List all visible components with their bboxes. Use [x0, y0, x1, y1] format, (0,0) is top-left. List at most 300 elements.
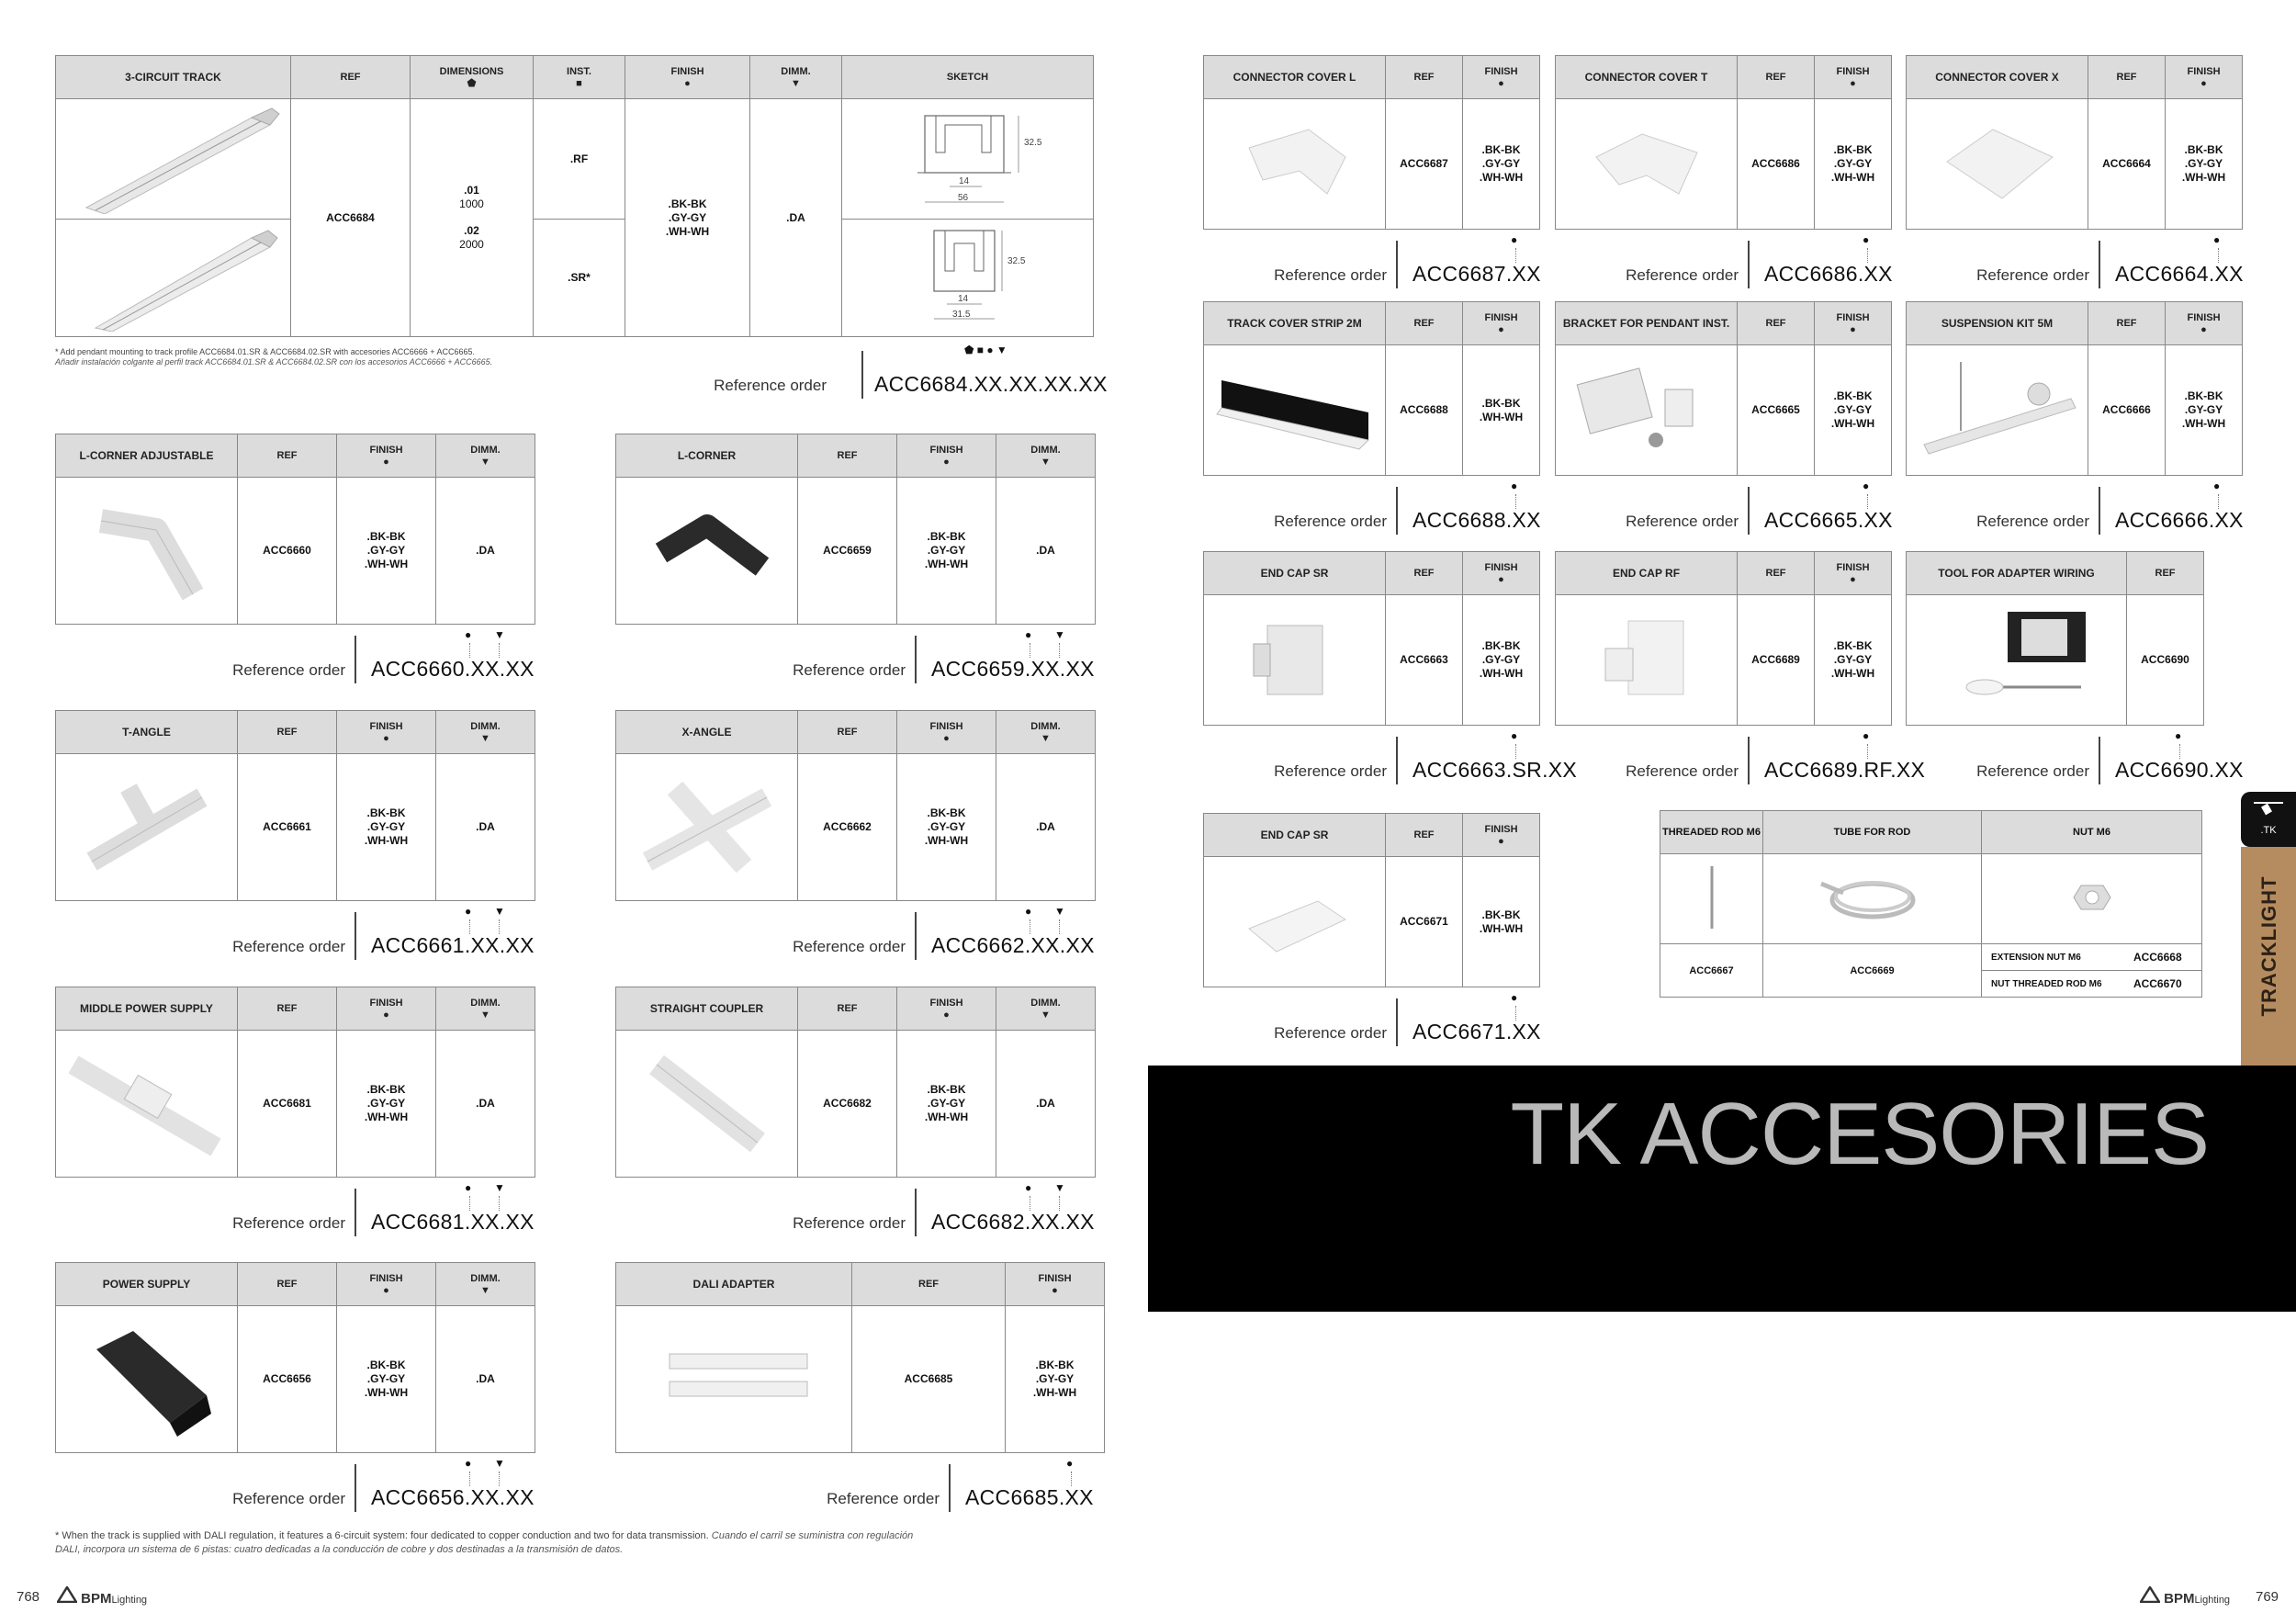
dot-icon: ●: [383, 457, 389, 468]
triangle-icon: ▼: [1054, 628, 1065, 641]
bracket-for-pendant-inst--finish: .BK-BK .GY-GY .WH-WH: [1815, 345, 1892, 476]
reference-order-label: Reference order: [232, 1490, 345, 1507]
banner-title: TK ACCESORIES: [1510, 1085, 2209, 1183]
middle-power-supply-dimm: .DA: [436, 1031, 535, 1178]
pentagon-icon: ⬟: [467, 78, 477, 89]
reference-order-code: ACC6685.XX: [965, 1485, 1094, 1509]
l-corner-adjustable-image: [56, 478, 238, 625]
divider: [355, 636, 356, 683]
reference-order-code: ACC6665.XX: [1764, 508, 1893, 532]
col-ref: REF: [798, 434, 897, 478]
reference-order-code: ACC6682.XX.XX: [931, 1210, 1095, 1234]
power-supply-table: [55, 1262, 535, 1453]
col-ref: REF: [1386, 552, 1463, 595]
tool-for-adapter-wiring-image: [1907, 595, 2127, 726]
l-corner-ref: ACC6659: [798, 478, 897, 625]
col-finish: FINISH ●: [337, 434, 436, 478]
col-dimm: DIMM. ▼: [436, 711, 535, 754]
suspension-kit-5m-reference-order: [1906, 479, 2244, 535]
side-tab-tracklight[interactable]: [2241, 847, 2296, 1066]
track-sr-image: [56, 220, 291, 337]
connector-cover-x-table: [1906, 55, 2243, 230]
t-angle-reference-order: [55, 905, 535, 960]
order-marks: ⬟ ■ ● ▼: [964, 344, 1007, 356]
triangle-icon: ▼: [480, 733, 490, 744]
page-number-right: 769: [2256, 1589, 2279, 1605]
reference-order-label: Reference order: [793, 938, 906, 955]
tool-for-adapter-wiring-title: TOOL FOR ADAPTER WIRING: [1907, 552, 2127, 595]
col-ref: REF: [1386, 56, 1463, 99]
section-banner: [1148, 1066, 2296, 1312]
track-cover-strip-2m-image: [1204, 345, 1386, 476]
dotted-leader: [1867, 494, 1868, 509]
col-sketch: SKETCH: [842, 56, 1094, 99]
l-corner-adjustable-table: [55, 434, 535, 625]
track-cover-strip-2m-finish: .BK-BK .WH-WH: [1463, 345, 1540, 476]
reference-order-code: ACC6687.XX: [1412, 262, 1541, 286]
connector-cover-t-reference-order: [1555, 233, 1893, 288]
tool-for-adapter-wiring-ref: ACC6690: [2127, 595, 2204, 726]
track-sketch-rf: [842, 99, 1094, 220]
reference-order-label: Reference order: [1274, 266, 1387, 284]
col-finish: FINISH ●: [1463, 814, 1540, 857]
end-cap-rf-ref: ACC6689: [1738, 595, 1815, 726]
divider: [949, 1464, 951, 1512]
l-corner-reference-order: [615, 628, 1095, 683]
suspension-kit-5m-ref: ACC6666: [2088, 345, 2166, 476]
end-cap-sr-title: END CAP SR: [1204, 814, 1386, 857]
col-finish: FINISH ●: [897, 711, 996, 754]
reference-order-label: Reference order: [1976, 513, 2089, 530]
middle-power-supply-reference-order: [55, 1181, 535, 1236]
triangle-icon: ▼: [494, 905, 505, 918]
nut-subtable: [1982, 944, 2202, 998]
col-ref: REF: [1738, 552, 1815, 595]
col-finish: FINISH ●: [1815, 56, 1892, 99]
t-angle-image: [56, 754, 238, 901]
col-finish: FINISH ●: [337, 711, 436, 754]
dotted-leader: [2218, 494, 2219, 509]
dot-icon: ●: [1850, 324, 1856, 335]
reference-order-code: ACC6671.XX: [1412, 1020, 1541, 1043]
divider: [1748, 487, 1750, 535]
dotted-leader: [499, 1196, 500, 1211]
connector-cover-t-table: [1555, 55, 1892, 230]
connector-cover-x-reference-order: [1906, 233, 2244, 288]
col-dimm: DIMM. ▼: [996, 434, 1096, 478]
col-finish: FINISH ●: [1463, 56, 1540, 99]
reference-order-label: Reference order: [232, 1214, 345, 1232]
dot-icon: ●: [1511, 479, 1518, 492]
l-corner-adjustable-ref: ACC6660: [238, 478, 337, 625]
dot-icon: ●: [1498, 836, 1504, 847]
side-tab-header: [2241, 792, 2296, 847]
col-dimm: DIMM. ▼: [436, 434, 535, 478]
reference-order-label: Reference order: [1626, 266, 1739, 284]
suspension-kit-5m-title: SUSPENSION KIT 5M: [1907, 302, 2088, 345]
reference-order-code: ACC6689.RF.XX: [1764, 758, 1926, 782]
straight-coupler-reference-order: [615, 1181, 1095, 1236]
connector-cover-t-finish: .BK-BK .GY-GY .WH-WH: [1815, 99, 1892, 230]
reference-order-code: ACC6666.XX: [2115, 508, 2244, 532]
connector-cover-l-finish: .BK-BK .GY-GY .WH-WH: [1463, 99, 1540, 230]
divider: [915, 636, 917, 683]
reference-order-code: ACC6660.XX.XX: [371, 657, 535, 681]
divider: [1748, 737, 1750, 784]
reference-order-label: Reference order: [1626, 762, 1739, 780]
dot-icon: ●: [465, 1181, 472, 1194]
dot-icon: ●: [943, 733, 950, 744]
triangle-icon: ▼: [791, 78, 801, 89]
bracket-for-pendant-inst--image: [1556, 345, 1738, 476]
divider: [355, 1189, 356, 1236]
track-rf-image: [56, 99, 291, 220]
end-cap-rf-reference-order: [1555, 729, 1926, 784]
col-finish: FINISH ●: [1463, 302, 1540, 345]
x-angle-table: [615, 710, 1096, 901]
nut-header: NUT M6: [1982, 811, 2202, 854]
power-supply-finish: .BK-BK .GY-GY .WH-WH: [337, 1306, 436, 1453]
dali-adapter-ref: ACC6685: [852, 1306, 1006, 1453]
dot-icon: ●: [1850, 78, 1856, 89]
col-ref: REF: [238, 1263, 337, 1306]
dali-adapter-finish: .BK-BK .GY-GY .WH-WH: [1006, 1306, 1105, 1453]
dali-adapter-title: DALI ADAPTER: [616, 1263, 852, 1306]
end-cap-sr-finish: .BK-BK .WH-WH: [1463, 857, 1540, 987]
extension-nut-label: EXTENSION NUT M6: [1991, 952, 2081, 963]
x-angle-ref: ACC6662: [798, 754, 897, 901]
dotted-leader: [1059, 919, 1060, 934]
col-finish: FINISH ●: [1815, 552, 1892, 595]
l-corner-table: [615, 434, 1096, 625]
col-finish: FINISH ●: [2166, 302, 2243, 345]
col-ref: REF: [238, 711, 337, 754]
divider: [2099, 487, 2100, 535]
svg-text:31.5: 31.5: [951, 310, 970, 320]
dot-icon: ●: [383, 1009, 389, 1021]
t-angle-finish: .BK-BK .GY-GY .WH-WH: [337, 754, 436, 901]
col-ref: REF: [798, 987, 897, 1031]
side-tab-label: TRACKLIGHT: [2257, 875, 2280, 1017]
connector-cover-x-ref: ACC6664: [2088, 99, 2166, 230]
t-angle-dimm: .DA: [436, 754, 535, 901]
middle-power-supply-image: [56, 1031, 238, 1178]
power-supply-reference-order: [55, 1457, 535, 1512]
page-number-left: 768: [17, 1589, 40, 1605]
col-finish: FINISH ●: [337, 987, 436, 1031]
bracket-for-pendant-inst--ref: ACC6665: [1738, 345, 1815, 476]
col-ref: REF: [798, 711, 897, 754]
track-note: * Add pendant mounting to track profile ACC6684.01.SR & ACC6684.02.SR with accesories ACC6666 + ACC6665. Añadir instalación colgante al perfil track ACC6684.01.SR & ACC6684.02.SR con los accesorios ACC6666 + ACC6665.: [55, 347, 493, 367]
tube-ref: ACC6669: [1763, 944, 1982, 998]
col-finish: FINISH ●: [2166, 56, 2243, 99]
brand-logo-left: BPMLighting: [57, 1586, 147, 1607]
bracket-for-pendant-inst--reference-order: [1555, 479, 1893, 535]
rod-table: [1660, 810, 2202, 998]
dot-icon: ●: [1511, 233, 1518, 246]
dotted-leader: [1867, 248, 1868, 263]
dot-icon: ●: [1498, 574, 1504, 585]
power-supply-ref: ACC6656: [238, 1306, 337, 1453]
col-dimm: DIMM. ▼: [996, 987, 1096, 1031]
straight-coupler-title: STRAIGHT COUPLER: [616, 987, 798, 1031]
bracket-for-pendant-inst--title: BRACKET FOR PENDANT INST.: [1556, 302, 1738, 345]
tube-image: [1763, 854, 1982, 944]
triangle-icon: ▼: [480, 1285, 490, 1296]
end-cap-sr-ref: ACC6671: [1386, 857, 1463, 987]
col-ref: REF: [2127, 552, 2204, 595]
reference-order-label: Reference order: [1274, 1024, 1387, 1042]
x-angle-reference-order: [615, 905, 1095, 960]
divider: [1396, 241, 1398, 288]
col-ref: REF: [1738, 56, 1815, 99]
dotted-leader: [1515, 494, 1516, 509]
dotted-leader: [1059, 1196, 1060, 1211]
dali-adapter-table: [615, 1262, 1105, 1453]
track-cover-strip-2m-reference-order: [1203, 479, 1541, 535]
triangle-icon: ▼: [480, 457, 490, 468]
divider: [2099, 737, 2100, 784]
x-angle-finish: .BK-BK .GY-GY .WH-WH: [897, 754, 996, 901]
divider: [1396, 998, 1398, 1046]
l-corner-adjustable-dimm: .DA: [436, 478, 535, 625]
middle-power-supply-finish: .BK-BK .GY-GY .WH-WH: [337, 1031, 436, 1178]
reference-order-label: Reference order: [1976, 762, 2089, 780]
col-ref: REF: [291, 56, 411, 99]
dotted-leader: [469, 1472, 470, 1486]
col-dimensions: DIMENSIONS ⬟: [411, 56, 534, 99]
col-finish: FINISH ●: [1815, 302, 1892, 345]
dotted-leader: [1515, 1006, 1516, 1021]
nut-image: [1982, 854, 2202, 944]
track-table: [55, 55, 1094, 337]
power-supply-image: [56, 1306, 238, 1453]
tool-for-adapter-wiring-reference-order: [1906, 729, 2244, 784]
triangle-icon: ▼: [494, 1181, 505, 1194]
end-cap-rf-title: END CAP RF: [1556, 552, 1738, 595]
triangle-logo-icon: [57, 1586, 77, 1603]
middle-power-supply-ref: ACC6681: [238, 1031, 337, 1178]
dotted-leader: [1515, 248, 1516, 263]
threaded-rod-ref: ACC6667: [1660, 944, 1763, 998]
dali-adapter-image: [616, 1306, 852, 1453]
col-ref: REF: [238, 434, 337, 478]
end-cap-sr-reference-order: [1203, 991, 1541, 1046]
reference-order-code: ACC6664.XX: [2115, 262, 2244, 286]
end-cap-sr-table: [1203, 813, 1540, 987]
power-supply-dimm: .DA: [436, 1306, 535, 1453]
reference-order-label: Reference order: [1976, 266, 2089, 284]
dot-icon: ●: [2175, 729, 2182, 742]
t-angle-table: [55, 710, 535, 901]
l-corner-dimm: .DA: [996, 478, 1096, 625]
dotted-leader: [499, 1472, 500, 1486]
dotted-leader: [2218, 248, 2219, 263]
divider: [2099, 241, 2100, 288]
tube-header: TUBE FOR ROD: [1763, 811, 1982, 854]
reference-order-code: ACC6662.XX.XX: [931, 933, 1095, 957]
nut-threaded-rod-ref: ACC6670: [2133, 977, 2182, 990]
x-angle-dimm: .DA: [996, 754, 1096, 901]
col-dimm: DIMM. ▼: [436, 987, 535, 1031]
threaded-rod-header: THREADED ROD M6: [1660, 811, 1763, 854]
dot-icon: ●: [1511, 729, 1518, 742]
dotted-leader: [499, 919, 500, 934]
track-inst-rf: .RF: [534, 99, 625, 220]
suspension-kit-5m-finish: .BK-BK .GY-GY .WH-WH: [2166, 345, 2243, 476]
reference-order-label: Reference order: [232, 661, 345, 679]
dot-icon: ●: [1850, 574, 1856, 585]
triangle-icon: ▼: [1054, 1181, 1065, 1194]
connector-cover-t-ref: ACC6686: [1738, 99, 1815, 230]
t-angle-ref: ACC6661: [238, 754, 337, 901]
track-cover-strip-2m-title: TRACK COVER STRIP 2M: [1204, 302, 1386, 345]
divider: [915, 912, 917, 960]
track-cover-strip-2m-ref: ACC6688: [1386, 345, 1463, 476]
col-ref: REF: [1386, 302, 1463, 345]
connector-cover-t-title: CONNECTOR COVER T: [1556, 56, 1738, 99]
reference-order-code: ACC6656.XX.XX: [371, 1485, 535, 1509]
col-dimm: DIMM. ▼: [436, 1263, 535, 1306]
divider: [1396, 737, 1398, 784]
middle-power-supply-title: MIDDLE POWER SUPPLY: [56, 987, 238, 1031]
straight-coupler-dimm: .DA: [996, 1031, 1096, 1178]
divider: [355, 912, 356, 960]
dot-icon: ●: [465, 628, 472, 641]
col-finish: FINISH ●: [897, 434, 996, 478]
connector-cover-l-reference-order: [1203, 233, 1541, 288]
end-cap-sr-image: [1204, 595, 1386, 726]
power-supply-title: POWER SUPPLY: [56, 1263, 238, 1306]
divider: [1396, 487, 1398, 535]
connector-cover-l-image: [1204, 99, 1386, 230]
suspension-kit-5m-image: [1907, 345, 2088, 476]
col-ref: REF: [2088, 56, 2166, 99]
dot-icon: ●: [2213, 233, 2221, 246]
reference-order-label: Reference order: [1274, 513, 1387, 530]
nut-threaded-rod-label: NUT THREADED ROD M6: [1991, 978, 2102, 989]
straight-coupler-finish: .BK-BK .GY-GY .WH-WH: [897, 1031, 996, 1178]
l-corner-image: [616, 478, 798, 625]
end-cap-rf-image: [1556, 595, 1738, 726]
triangle-icon: ▼: [1041, 1009, 1051, 1021]
triangle-icon: ▼: [480, 1009, 490, 1021]
track-ref: ACC6684: [291, 99, 411, 337]
dot-icon: ●: [943, 457, 950, 468]
dotted-leader: [469, 919, 470, 934]
dot-icon: ●: [1863, 233, 1870, 246]
dotted-leader: [1867, 744, 1868, 759]
dot-icon: ●: [1863, 729, 1870, 742]
col-ref: REF: [2088, 302, 2166, 345]
end-cap-sr-image: [1204, 857, 1386, 987]
dotted-leader: [1059, 643, 1060, 658]
straight-coupler-table: [615, 987, 1096, 1178]
straight-coupler-ref: ACC6682: [798, 1031, 897, 1178]
connector-cover-x-finish: .BK-BK .GY-GY .WH-WH: [2166, 99, 2243, 230]
reference-order-label: Reference order: [1626, 513, 1739, 530]
reference-order-label: Reference order: [827, 1490, 940, 1507]
svg-text:14: 14: [958, 176, 969, 186]
end-cap-sr-ref: ACC6663: [1386, 595, 1463, 726]
dot-icon: ●: [1498, 78, 1504, 89]
end-cap-sr-table: [1203, 551, 1540, 726]
reference-order-code: ACC6690.XX: [2115, 758, 2244, 782]
connector-cover-x-image: [1907, 99, 2088, 230]
x-angle-title: X-ANGLE: [616, 711, 798, 754]
track-inst-sr: .SR*: [534, 220, 625, 337]
dot-icon: ●: [2200, 324, 2207, 335]
dotted-leader: [469, 1196, 470, 1211]
dotted-leader: [2179, 744, 2180, 759]
svg-text:56: 56: [957, 193, 968, 203]
svg-text:32.5: 32.5: [1023, 138, 1041, 148]
reference-order-label: Reference order: [1274, 762, 1387, 780]
connector-cover-l-table: [1203, 55, 1540, 230]
dot-icon: ●: [383, 1285, 389, 1296]
col-inst: INST. ■: [534, 56, 625, 99]
reference-order-code: ACC6659.XX.XX: [931, 657, 1095, 681]
track-dimensions: .01 1000 .02 2000: [411, 99, 534, 337]
reference-order-code: ACC6686.XX: [1764, 262, 1893, 286]
end-cap-sr-reference-order: [1203, 729, 1578, 784]
triangle-logo-icon: [2140, 1586, 2160, 1603]
tool-for-adapter-wiring-table: [1906, 551, 2204, 726]
reference-order-label: Reference order: [714, 377, 827, 394]
l-corner-adjustable-reference-order: [55, 628, 535, 683]
reference-order-label: Reference order: [232, 938, 345, 955]
track-sketch-sr: [842, 220, 1094, 337]
middle-power-supply-table: [55, 987, 535, 1178]
dotted-leader: [469, 643, 470, 658]
l-corner-adjustable-title: L-CORNER ADJUSTABLE: [56, 434, 238, 478]
dot-icon: ●: [684, 78, 691, 89]
dot-icon: ●: [1052, 1285, 1058, 1296]
dot-icon: ●: [943, 1009, 950, 1021]
end-cap-rf-table: [1555, 551, 1892, 726]
divider: [355, 1464, 356, 1512]
col-finish: FINISH ●: [1463, 552, 1540, 595]
dot-icon: ●: [383, 733, 389, 744]
dot-icon: ●: [465, 905, 472, 918]
track-cover-strip-2m-table: [1203, 301, 1540, 476]
dot-icon: ●: [1025, 905, 1032, 918]
extension-nut-ref: ACC6668: [2133, 951, 2182, 964]
t-angle-title: T-ANGLE: [56, 711, 238, 754]
svg-text:14: 14: [957, 294, 968, 304]
dot-icon: ●: [1498, 324, 1504, 335]
dot-icon: ●: [1863, 479, 1870, 492]
triangle-icon: ▼: [494, 628, 505, 641]
dot-icon: ●: [465, 1457, 472, 1470]
dot-icon: ●: [1025, 628, 1032, 641]
svg-text:32.5: 32.5: [1007, 256, 1025, 266]
dali-footnote: * When the track is supplied with DALI regulation, it features a 6-circuit system: four dedicated to copper conduction and two for data transmission. Cuando el carril se suministra con regulación DALI, incorpora un sistema de 6 pistas: cuatro dedicadas a la conducción de cobre y dos destinadas a la transmisión de datos.: [55, 1530, 914, 1555]
col-dimm: DIMM. ▼: [750, 56, 842, 99]
reference-order-label: Reference order: [793, 661, 906, 679]
brand-logo-right: BPMLighting: [2140, 1586, 2230, 1607]
divider: [1748, 241, 1750, 288]
col-finish: FINISH ●: [625, 56, 750, 99]
connector-cover-l-ref: ACC6687: [1386, 99, 1463, 230]
dotted-leader: [1071, 1472, 1072, 1486]
end-cap-sr-title: END CAP SR: [1204, 552, 1386, 595]
col-finish: FINISH ●: [1006, 1263, 1105, 1306]
divider: [861, 351, 863, 399]
col-dimm: DIMM. ▼: [996, 711, 1096, 754]
track-name: 3-CIRCUIT TRACK: [56, 56, 291, 99]
dot-icon: ●: [2200, 78, 2207, 89]
